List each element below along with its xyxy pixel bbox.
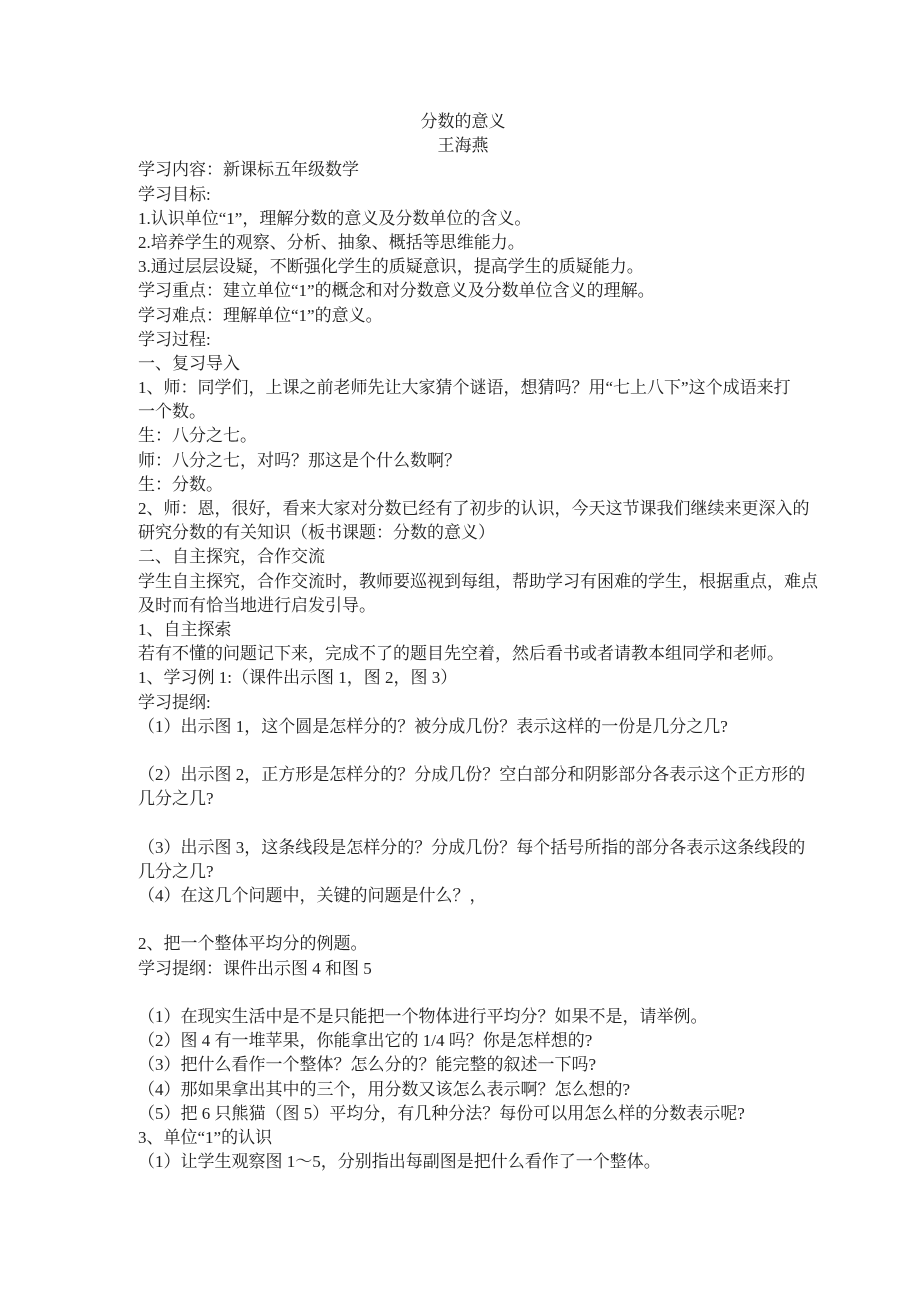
text-line: 1、自主探索 [138, 619, 232, 639]
text-line: 学生自主探究，合作交流时，教师要巡视到每组，帮助学习有困难的学生，根据重点，难点 [138, 571, 818, 591]
text-line: （2）图 4 有一堆苹果，你能拿出它的 1/4 吗？你是怎样想的? [138, 1031, 593, 1051]
text-line: 1.认识单位“1”，理解分数的意义及分数单位的含义。 [138, 208, 532, 228]
text-line: 学习目标: [138, 184, 211, 204]
text-line: （3）出示图 3，这条线段是怎样分的？分成几份？每个括号所指的部分各表示这条线段的 [138, 837, 806, 857]
text-line: （1）让学生观察图 1～5，分别指出每副图是把什么看作了一个整体。 [138, 1152, 661, 1172]
blank-line [138, 981, 788, 1005]
text-line: 一个数。 [138, 402, 206, 422]
text-line: 学习重点：建立单位“1”的概念和对分数意义及分数单位含义的理解。 [138, 281, 655, 301]
text-line: 学习提纲：课件出示图 4 和图 5 [138, 958, 372, 978]
text-line: 若有不懂的问题记下来，完成不了的题目先空着，然后看书或者请教本组同学和老师。 [138, 644, 784, 664]
text-line: 2、把一个整体平均分的例题。 [138, 934, 368, 954]
text-line: 几分之几? [138, 789, 214, 809]
text-line: 学习难点：理解单位“1”的意义。 [138, 305, 383, 325]
text-line: 师：八分之七，对吗？那这是个什么数啊？ [138, 450, 461, 470]
document-body [138, 110, 818, 1174]
doc-author: 王海燕 [437, 136, 489, 156]
text-line: 2.培养学生的观察、分析、抽象、概括等思维能力。 [138, 232, 525, 252]
text-line: （4）那如果拿出其中的三个，用分数又该怎么表示啊？怎么想的? [138, 1079, 631, 1099]
blank-line [138, 811, 788, 835]
text-line: （3）把什么看作一个整体？怎么分的？能完整的叙述一下吗? [138, 1055, 597, 1075]
text-line: （1）出示图 1，这个圆是怎样分的？被分成几份？表示这样的一份是几分之几? [138, 716, 728, 736]
text-line: 3.通过层层设疑，不断强化学生的质疑意识，提高学生的质疑能力。 [138, 257, 644, 277]
text-line: （5）把 6 只熊猫（图 5）平均分，有几种分法？每份可以用怎么样的分数表示呢? [138, 1103, 745, 1123]
text-line: 学习提纲: [138, 692, 211, 712]
text-line: （2）出示图 2，正方形是怎样分的？分成几份？空白部分和阴影部分各表示这个正方形的 [138, 765, 806, 785]
blank-line [138, 908, 788, 932]
text-line: 3、单位“1”的认识 [138, 1127, 273, 1147]
text-line: 一、复习导入 [138, 353, 240, 373]
text-line: 1、学习例 1:（课件出示图 1，图 2，图 3） [138, 668, 458, 688]
blank-line [138, 739, 788, 763]
text-line: 2、师：恩，很好，看来大家对分数已经有了初步的认识，今天这节课我们继续来更深入的 [138, 499, 810, 518]
text-line: 二、自主探究，合作交流 [138, 547, 325, 567]
text-line: 几分之几? [138, 861, 214, 881]
text-line: 生：八分之七。 [138, 426, 257, 446]
text-line: 及时而有恰当地进行启发引导。 [138, 595, 376, 615]
text-line: 1、师：同学们，上课之前老师先让大家猜个谜语，想猜吗？用“七上八下”这个成语来打 [138, 378, 791, 398]
text-line: 学习内容：新课标五年级数学 [138, 160, 359, 180]
text-line: （4）在这几个问题中，关键的问题是什么？， [138, 886, 487, 905]
doc-title: 分数的意义 [420, 112, 506, 131]
text-line: 生：分数。 [138, 474, 223, 494]
text-line: （1）在现实生活中是不是只能把一个物体进行平均分？如果不是，请举例。 [138, 1006, 708, 1026]
text-line: 学习过程: [138, 329, 211, 349]
text-line: 研究分数的有关知识（板书课题：分数的意义） [138, 523, 495, 543]
